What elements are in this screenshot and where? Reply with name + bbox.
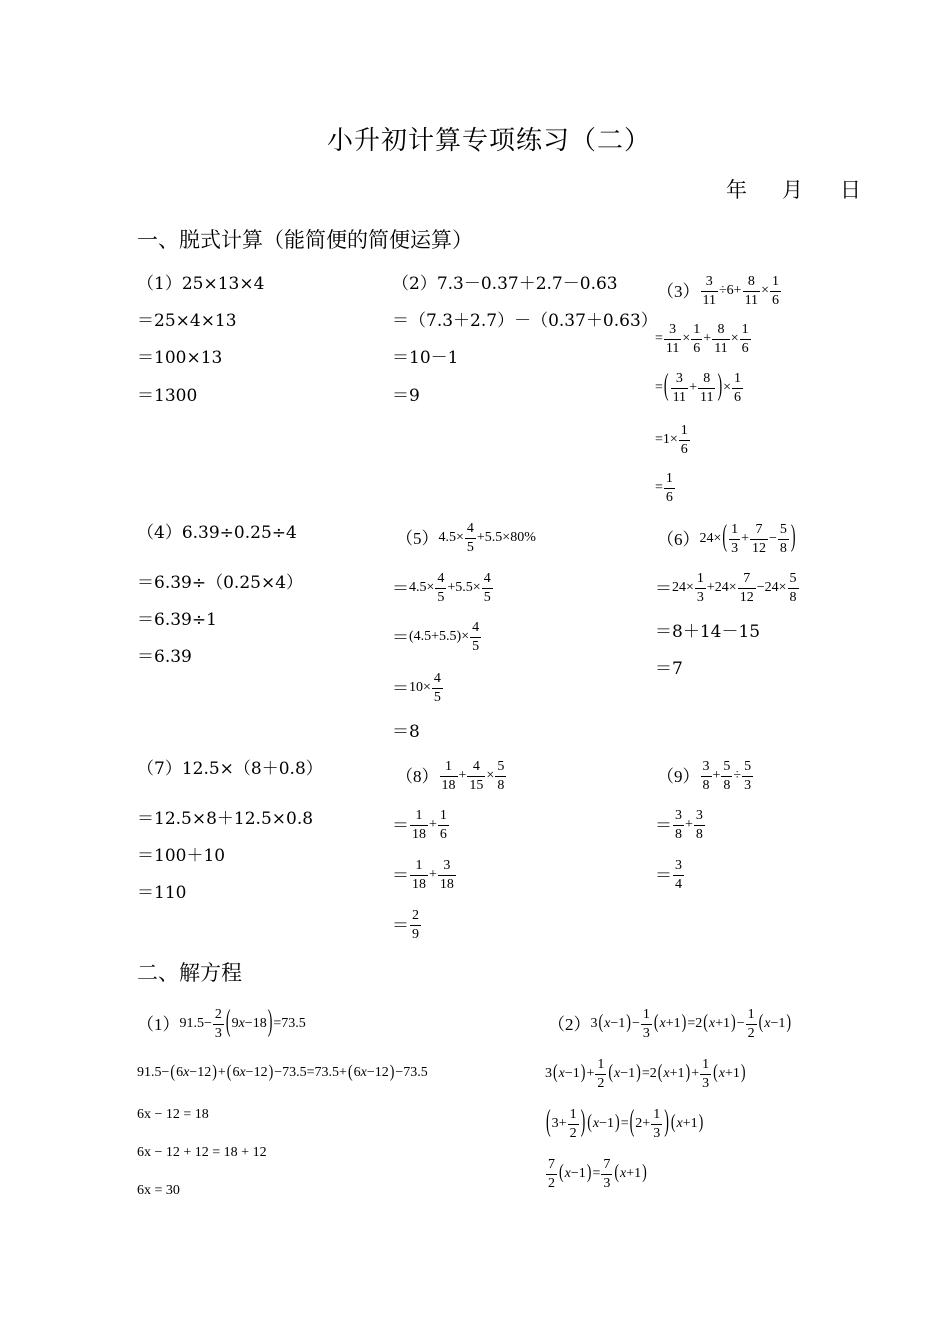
- solution-step: ＝1300: [137, 386, 198, 406]
- solution-step: ＝12.5×8＋12.5×0.8: [137, 809, 314, 829]
- date-month: 月: [782, 178, 803, 202]
- equation-expression: （2） 3 ( x −1 ) − $\frac{1}{3}$ ( x +1 ) =2 ( x +1 ) − $\frac{1}{2}$ ( x −1 ): [548, 1006, 792, 1041]
- problem-expression: 12.5×（8＋0.8）: [181, 759, 323, 779]
- problem-expression: （3） $\frac{3}{11}$ ÷6+ $\frac{8}{11}$ × $\frac{1}{6}$: [657, 273, 779, 308]
- solution-step: 6x − 12 + 12 = 18 + 12: [137, 1145, 267, 1160]
- problem-label: （3）: [657, 281, 700, 301]
- problem-expression: （9） $\frac{3}{8}$ + $\frac{5}{8}$ ÷ $\frac{5}{3}$: [657, 758, 752, 793]
- problem-expression: （5） 4.5× $\frac{4}{5}$ +5.5×80%: [396, 520, 536, 555]
- problem-label: （1）: [137, 1014, 180, 1034]
- problem-label: （8）: [396, 766, 439, 786]
- solution-step: ＝6.39÷（0.25×4）: [137, 573, 304, 593]
- solution-step: ＝ $\frac{3}{8}$ + $\frac{3}{8}$: [655, 807, 703, 842]
- problem-label: （5）: [396, 528, 439, 548]
- solution-step: = $\frac{3}{11}$ × $\frac{1}{6}$ + $\frac{8}{11}$ × $\frac{1}{6}$: [655, 321, 749, 356]
- solution-step: ＝ 24× $\frac{1}{3}$ +24× $\frac{7}{12}$ −24× $\frac{5}{8}$: [655, 570, 797, 605]
- solution-step: ＝8: [392, 722, 420, 742]
- section1-heading: 一、脱式计算（能简便的简便运算）: [137, 228, 473, 252]
- solution-step: 6x − 12 = 18: [137, 1107, 209, 1122]
- solution-step: ＝10－1: [392, 348, 459, 368]
- problem-label: （6）: [657, 529, 700, 549]
- problem-expression: （6） 24× ( $\frac{1}{3}$ + $\frac{7}{12}$ − $\frac{5}{8}$ ): [657, 521, 796, 556]
- solution-step: ＝ $\frac{3}{4}$: [655, 857, 682, 892]
- solution-step: =1× $\frac{1}{6}$: [655, 422, 688, 457]
- solution-step: ＝ 4.5× $\frac{4}{5}$ +5.5× $\frac{4}{5}$: [392, 570, 491, 605]
- solution-step: 3 ( x −1 ) + $\frac{1}{2}$ ( x −1 ) =2 ( x +1 ) + $\frac{1}{3}$ ( x +1 ): [545, 1056, 746, 1091]
- problem-expression: 7.3－0.37＋2.7－0.63: [436, 274, 618, 294]
- solution-step: ＝（7.3＋2.7）－（0.37＋0.63）: [392, 311, 658, 331]
- solution-step: ＝100＋10: [137, 846, 226, 866]
- solution-step: 91.5− ( 6 x −12 ) + ( 6 x −12 ) −73.5=73.5+ ( 6 x −12 ) −73.5: [137, 1062, 428, 1083]
- solution-step: ＝9: [392, 386, 420, 406]
- problem-label: （7）: [137, 759, 182, 779]
- solution-step: ＝ (4.5+5.5)× $\frac{4}{5}$: [392, 619, 480, 654]
- date-day: 日: [840, 178, 861, 202]
- equation-expression: （1） 91.5− $\frac{2}{3}$ ( 9 x −18 ) =73.5: [137, 1006, 306, 1041]
- solution-step: ＝8＋14－15: [655, 622, 761, 642]
- problem-expression: （8） $\frac{1}{18}$ + $\frac{4}{15}$ × $\frac{5}{8}$: [396, 758, 505, 793]
- problem-label: （4）: [137, 523, 182, 543]
- problem-expression: 6.39÷0.25÷4: [181, 523, 297, 543]
- problem-label: （2）: [548, 1014, 591, 1034]
- solution-step: ＝ $\frac{2}{9}$: [392, 907, 419, 942]
- solution-step: $\frac{7}{2}$ ( x −1 ) = $\frac{7}{3}$ ( x +1 ): [548, 1156, 647, 1191]
- solution-step: ＝6.39÷1: [137, 610, 217, 630]
- solution-step: ( 3+ $\frac{1}{2}$ ) ( x −1 ) = ( 2+ $\frac{1}{3}$ ) ( x +1 ): [546, 1106, 704, 1141]
- solution-step: ＝110: [137, 883, 187, 903]
- solution-step: ＝ $\frac{1}{18}$ + $\frac{3}{18}$: [392, 857, 454, 892]
- date-year: 年: [726, 178, 747, 202]
- section2-heading: 二、解方程: [137, 961, 242, 985]
- solution-step: = ( $\frac{3}{11}$ + $\frac{8}{11}$ ) × $\frac{1}{6}$: [655, 370, 742, 405]
- problem-label: （2）: [392, 274, 437, 294]
- solution-step: ＝100×13: [137, 348, 223, 368]
- solution-step: 6x = 30: [137, 1183, 180, 1198]
- solution-step: ＝25×4×13: [137, 311, 237, 331]
- solution-step: ＝6.39: [137, 647, 192, 667]
- problem-label: （9）: [657, 766, 700, 786]
- solution-step: ＝ 10× $\frac{4}{5}$: [392, 670, 441, 705]
- page-title: 小升初计算专项练习（二）: [327, 126, 652, 156]
- problem-expression: 25×13×4: [181, 274, 265, 294]
- solution-step: ＝7: [655, 659, 683, 679]
- solution-step: = $\frac{1}{6}$: [655, 470, 673, 505]
- solution-step: ＝ $\frac{1}{18}$ + $\frac{1}{6}$: [392, 807, 447, 842]
- problem-label: （1）: [137, 274, 182, 294]
